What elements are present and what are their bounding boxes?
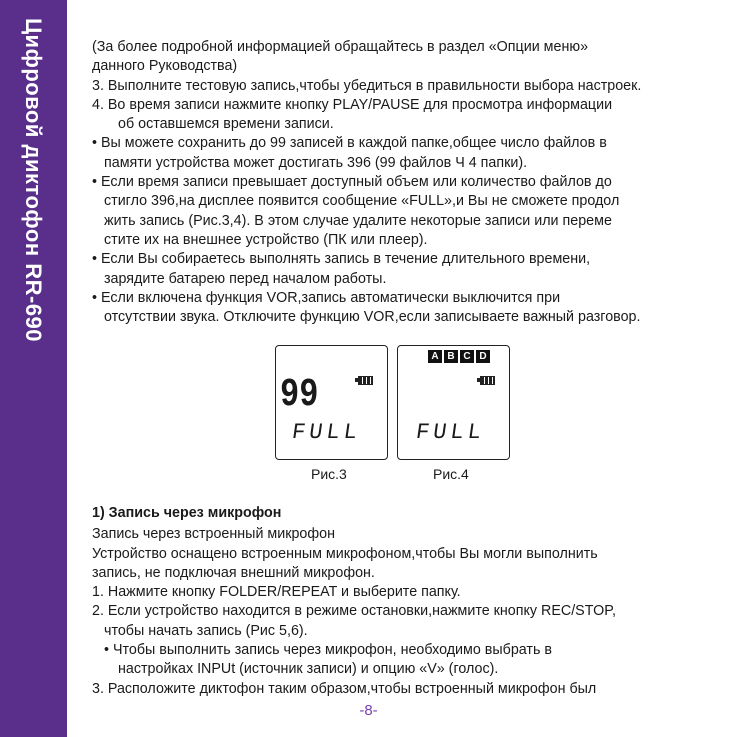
page-number: -8- xyxy=(359,702,378,719)
text-line: отсутствии звука. Отключите функцию VOR,если записываете важный разговор. xyxy=(104,309,641,326)
section-microphone xyxy=(92,504,712,699)
folder-d-icon: D xyxy=(476,350,490,363)
text-line: 3. Выполните тестовую запись,чтобы убедиться в правильности выбора настроек. xyxy=(92,77,642,94)
folder-indicators xyxy=(428,350,490,363)
text-line: 1. Нажмите кнопку FOLDER/REPEAT и выберите папку. xyxy=(92,584,461,601)
full-indicator: FULL xyxy=(414,420,487,445)
folder-a-icon: A xyxy=(428,350,442,363)
text-line: • Если время записи превышает доступный объем или количество файлов до xyxy=(92,173,712,192)
text-line: Устройство оснащено встроенным микрофоном,чтобы Вы могли выполнить xyxy=(92,545,598,562)
text-line: • Если Вы собираетесь выполнять запись в течение длительного времени, xyxy=(92,250,712,269)
text-line: стите их на внешнее устройство (ПК или плеер). xyxy=(104,231,428,248)
text-line: жить запись (Рис.3,4). В этом случае удалите некоторые записи или переме xyxy=(104,212,612,229)
text-line: об оставшемся времени записи. xyxy=(118,116,334,133)
section-title: 1) Запись через микрофон xyxy=(92,505,282,521)
text-line: 3. Расположите диктофон таким образом,чтобы встроенный микрофон был xyxy=(92,680,597,697)
lcd-figure-4 xyxy=(397,345,510,460)
file-count-display: 99 xyxy=(280,373,319,418)
text-line: данного Руководства) xyxy=(92,58,238,75)
text-line: зарядите батарею перед началом работы. xyxy=(104,270,387,287)
folder-b-icon: B xyxy=(444,350,458,363)
text-line: настройках INPUt (источник записи) и опцию «V» (голос). xyxy=(118,661,499,678)
text-line: (За более подробной информацией обращайтесь в раздел «Опции меню» xyxy=(92,39,589,55)
text-line: • Если включена функция VOR,запись автоматически выключится при xyxy=(92,289,712,308)
sidebar xyxy=(0,0,67,737)
figure-4-caption: Рис.4 xyxy=(433,466,469,482)
section-body xyxy=(92,525,712,699)
text-line: запись, не подключая внешний микрофон. xyxy=(92,564,375,581)
folder-c-icon: C xyxy=(460,350,474,363)
battery-icon xyxy=(480,376,495,385)
sidebar-title: Цифровой диктофон RR-690 xyxy=(21,17,46,343)
text-line: • Чтобы выполнить запись через микрофон, необходимо выбрать в xyxy=(104,642,552,659)
text-line: Запись через встроенный микрофон xyxy=(92,526,335,543)
display-figures xyxy=(275,345,515,485)
figure-3-caption: Рис.3 xyxy=(311,466,347,482)
full-indicator: FULL xyxy=(290,420,363,445)
text-line: памяти устройства может достигать 396 (99 файлов Ч 4 папки). xyxy=(104,154,528,171)
text-line: чтобы начать запись (Рис 5,6). xyxy=(104,622,308,639)
instructions-top xyxy=(92,38,712,327)
text-line: стигло 396,на дисплее появится сообщение «FULL»,и Вы не сможете продол xyxy=(104,193,620,210)
text-line: 4. Во время записи нажмите кнопку PLAY/PAUSE для просмотра информации xyxy=(92,96,613,113)
lcd-figure-3 xyxy=(275,345,388,460)
battery-icon xyxy=(358,376,373,385)
text-line: 2. Если устройство находится в режиме остановки,нажмите кнопку REC/STOP, xyxy=(92,603,616,620)
text-line: • Вы можете сохранить до 99 записей в каждой папке,общее число файлов в xyxy=(92,134,712,153)
